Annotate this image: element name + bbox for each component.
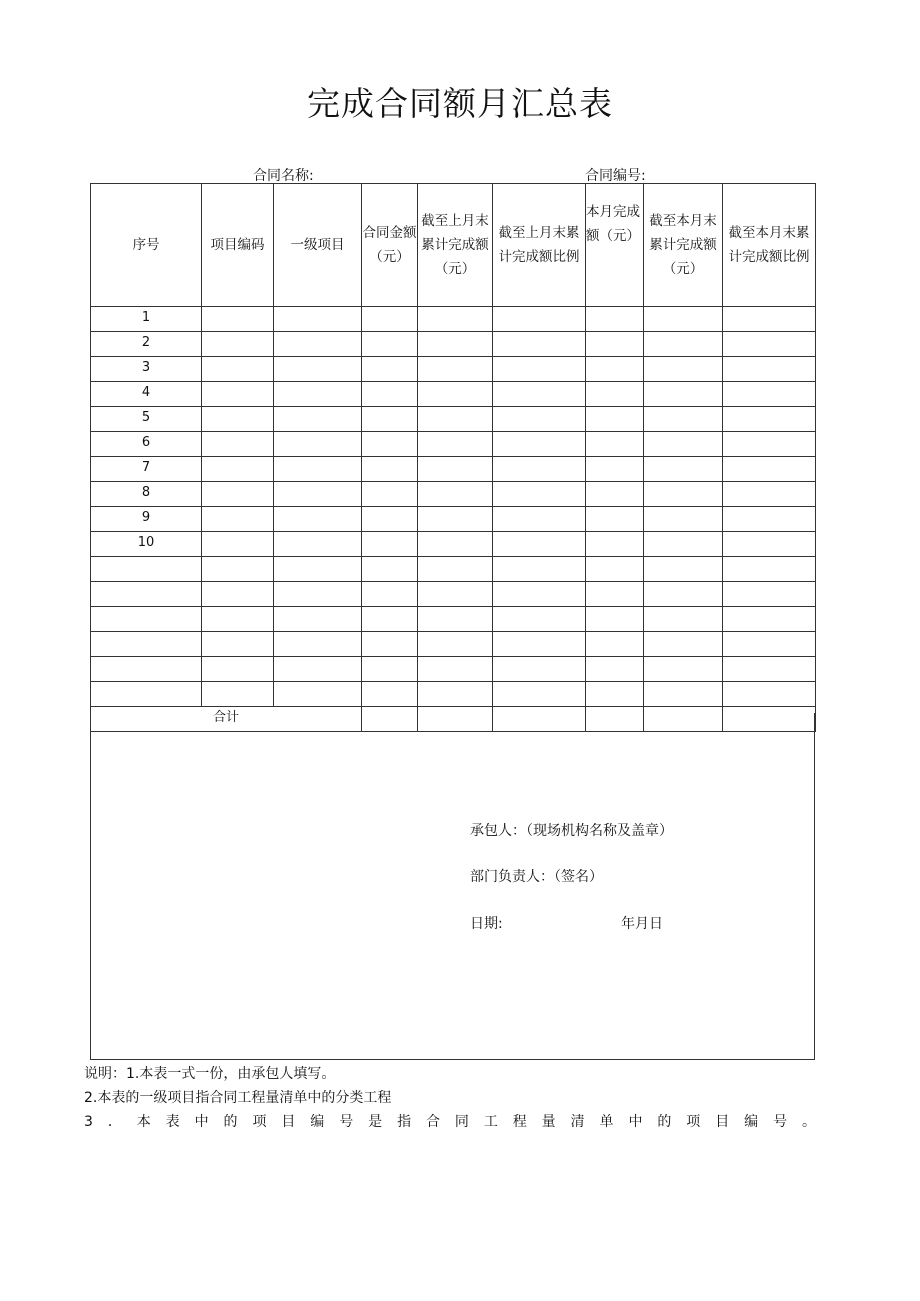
table-row [91,657,816,682]
table-cell[interactable] [418,507,493,532]
table-cell[interactable] [586,357,644,382]
table-cell[interactable] [362,682,418,707]
table-cell[interactable] [362,582,418,607]
table-cell[interactable] [586,407,644,432]
table-cell[interactable] [202,432,274,457]
row-number-cell[interactable] [91,557,202,582]
table-cell[interactable] [723,332,816,357]
table-cell[interactable] [586,432,644,457]
table-cell[interactable] [202,457,274,482]
table-cell[interactable] [644,382,723,407]
table-cell[interactable] [644,557,723,582]
table-cell[interactable] [586,382,644,407]
row-number-cell[interactable] [91,582,202,607]
table-cell[interactable] [362,357,418,382]
table-cell[interactable] [723,632,816,657]
table-cell[interactable] [202,582,274,607]
table-row [91,482,816,507]
table-cell[interactable] [362,332,418,357]
row-number-cell[interactable] [91,682,202,707]
table-row [91,532,816,557]
table-cell[interactable] [362,407,418,432]
table-cell[interactable] [493,507,586,532]
table-cell[interactable] [418,557,493,582]
contract-name-label: 合同名称: [253,168,314,184]
table-cell[interactable] [362,457,418,482]
row-number-cell[interactable]: 3 [91,357,202,382]
table-cell[interactable] [202,307,274,332]
table-cell[interactable] [493,407,586,432]
table-cell[interactable] [493,307,586,332]
contractor-signature-label: 承包人：（现场机构名称及盖章） [470,823,673,839]
table-cell[interactable] [723,432,816,457]
table-cell[interactable] [418,482,493,507]
table-row [91,607,816,632]
table-cell[interactable] [362,532,418,557]
table-cell[interactable] [202,382,274,407]
table-cell[interactable] [586,332,644,357]
table-cell[interactable] [274,332,362,357]
table-row [91,632,816,657]
table-cell[interactable] [274,607,362,632]
table-cell[interactable] [493,582,586,607]
table-cell[interactable] [202,482,274,507]
table-cell[interactable] [493,532,586,557]
table-cell[interactable] [274,357,362,382]
table-row [91,382,816,407]
table-cell[interactable] [493,432,586,457]
table-cell[interactable] [586,632,644,657]
col-header-contract-amount: 合同金额（元） [362,184,418,307]
col-header-month-amount: 本月完成额（元） [586,184,644,307]
row-number-cell[interactable]: 7 [91,457,202,482]
table-row [91,332,816,357]
table-cell[interactable] [274,432,362,457]
table-header-row [91,184,816,307]
table-cell[interactable] [418,307,493,332]
table-cell[interactable] [644,582,723,607]
row-number-cell[interactable]: 5 [91,407,202,432]
table-cell[interactable] [493,657,586,682]
table-cell[interactable] [274,482,362,507]
table-cell[interactable] [723,507,816,532]
table-cell[interactable] [586,607,644,632]
table-cell[interactable] [418,532,493,557]
table-cell[interactable] [418,332,493,357]
table-cell[interactable] [493,482,586,507]
table-cell[interactable] [644,432,723,457]
signature-box [90,713,815,1060]
table-cell[interactable] [274,457,362,482]
table-cell[interactable] [362,607,418,632]
table-cell[interactable] [723,582,816,607]
table-row [91,407,816,432]
table-cell[interactable] [644,607,723,632]
table-cell[interactable] [418,457,493,482]
row-number-cell[interactable] [91,632,202,657]
table-cell[interactable] [202,332,274,357]
table-cell[interactable] [274,682,362,707]
table-cell[interactable] [418,682,493,707]
table-cell[interactable] [644,507,723,532]
table-cell[interactable] [644,407,723,432]
table-cell[interactable] [586,307,644,332]
row-number-cell[interactable]: 8 [91,482,202,507]
table-cell[interactable] [493,357,586,382]
table-cell[interactable] [362,507,418,532]
table-cell[interactable] [418,657,493,682]
table-cell[interactable] [723,607,816,632]
table-cell[interactable] [202,657,274,682]
table-cell[interactable] [723,557,816,582]
table-row [91,507,816,532]
table-cell[interactable] [493,457,586,482]
table-cell[interactable] [418,432,493,457]
table-row [91,557,816,582]
table-cell[interactable] [362,432,418,457]
table-cell[interactable] [586,557,644,582]
table-cell[interactable] [723,382,816,407]
table-cell[interactable] [723,482,816,507]
note-1: 说明：1.本表一式一份，由承包人填写。 [84,1066,336,1082]
table-cell[interactable] [418,357,493,382]
table-cell[interactable] [586,657,644,682]
table-cell[interactable] [723,682,816,707]
table-cell[interactable] [274,382,362,407]
table-row [91,432,816,457]
table-cell[interactable] [274,657,362,682]
table-cell[interactable] [362,557,418,582]
summary-table [90,183,816,732]
table-cell[interactable] [493,382,586,407]
table-cell[interactable] [202,357,274,382]
table-cell[interactable] [362,657,418,682]
table-cell[interactable] [202,632,274,657]
table-row [91,357,816,382]
table-cell[interactable] [723,457,816,482]
table-cell[interactable] [202,507,274,532]
table-cell[interactable] [644,332,723,357]
date-format-label: 年月日 [621,916,663,932]
table-cell[interactable] [493,632,586,657]
table-cell[interactable] [274,582,362,607]
dept-head-signature-label: 部门负责人：（签名） [470,869,603,885]
row-number-cell[interactable] [91,607,202,632]
table-cell[interactable] [586,457,644,482]
note-3: 3．本表中的项目编号是指合同工程量清单中的项目编号。 [84,1114,816,1130]
table-row [91,682,816,707]
table-cell[interactable] [418,407,493,432]
table-cell[interactable] [362,307,418,332]
table-cell[interactable] [586,532,644,557]
row-number-cell[interactable]: 2 [91,332,202,357]
table-cell[interactable] [202,407,274,432]
row-number-cell[interactable]: 6 [91,432,202,457]
table-cell[interactable] [362,632,418,657]
row-number-cell[interactable]: 10 [91,532,202,557]
contract-no-label: 合同编号: [585,168,646,184]
note-2: 2.本表的一级项目指合同工程量清单中的分类工程 [84,1090,392,1106]
table-cell[interactable] [274,557,362,582]
table-cell[interactable] [202,557,274,582]
table-cell[interactable] [418,632,493,657]
total-label: 合计 [91,707,362,732]
table-cell[interactable] [274,507,362,532]
table-row [91,582,816,607]
table-cell[interactable] [644,532,723,557]
table-cell[interactable] [493,332,586,357]
table-cell[interactable] [586,482,644,507]
table-cell[interactable] [586,507,644,532]
table-cell[interactable] [644,657,723,682]
table-cell[interactable] [274,532,362,557]
table-cell[interactable] [723,307,816,332]
col-header-item-code: 项目编码 [202,184,274,307]
table-cell[interactable] [274,307,362,332]
table-cell[interactable] [723,407,816,432]
page-title: 完成合同额月汇总表 [307,84,613,123]
table-cell[interactable] [418,582,493,607]
table-cell[interactable] [202,532,274,557]
col-header-cur-cumulative: 截至本月末累计完成额（元） [644,184,723,307]
table-cell[interactable] [362,482,418,507]
table-row [91,457,816,482]
table-cell[interactable] [644,357,723,382]
table-cell[interactable] [644,457,723,482]
table-cell[interactable] [723,532,816,557]
row-number-cell[interactable]: 9 [91,507,202,532]
table-cell[interactable] [362,382,418,407]
table-cell[interactable] [586,582,644,607]
table-cell[interactable] [644,682,723,707]
table-cell[interactable] [418,607,493,632]
table-cell[interactable] [723,357,816,382]
row-number-cell[interactable] [91,657,202,682]
table-cell[interactable] [493,607,586,632]
table-cell[interactable] [586,682,644,707]
row-number-cell[interactable]: 1 [91,307,202,332]
col-header-prev-cumulative-ratio: 截至上月末累计完成额比例 [493,184,586,307]
table-cell[interactable] [274,632,362,657]
table-cell[interactable] [418,382,493,407]
table-cell[interactable] [644,307,723,332]
date-label: 日期: [470,916,503,932]
col-header-cur-cumulative-ratio: 截至本月末累计完成额比例 [723,184,816,307]
table-cell[interactable] [644,632,723,657]
table-cell[interactable] [493,557,586,582]
table-cell[interactable] [644,482,723,507]
col-header-seq: 序号 [91,184,202,307]
table-cell[interactable] [202,682,274,707]
table-row [91,307,816,332]
table-cell[interactable] [493,682,586,707]
table-cell[interactable] [202,607,274,632]
table-cell[interactable] [274,407,362,432]
row-number-cell[interactable]: 4 [91,382,202,407]
col-header-level1-item: 一级项目 [274,184,362,307]
col-header-prev-cumulative: 截至上月末累计完成额（元） [418,184,493,307]
table-cell[interactable] [723,657,816,682]
